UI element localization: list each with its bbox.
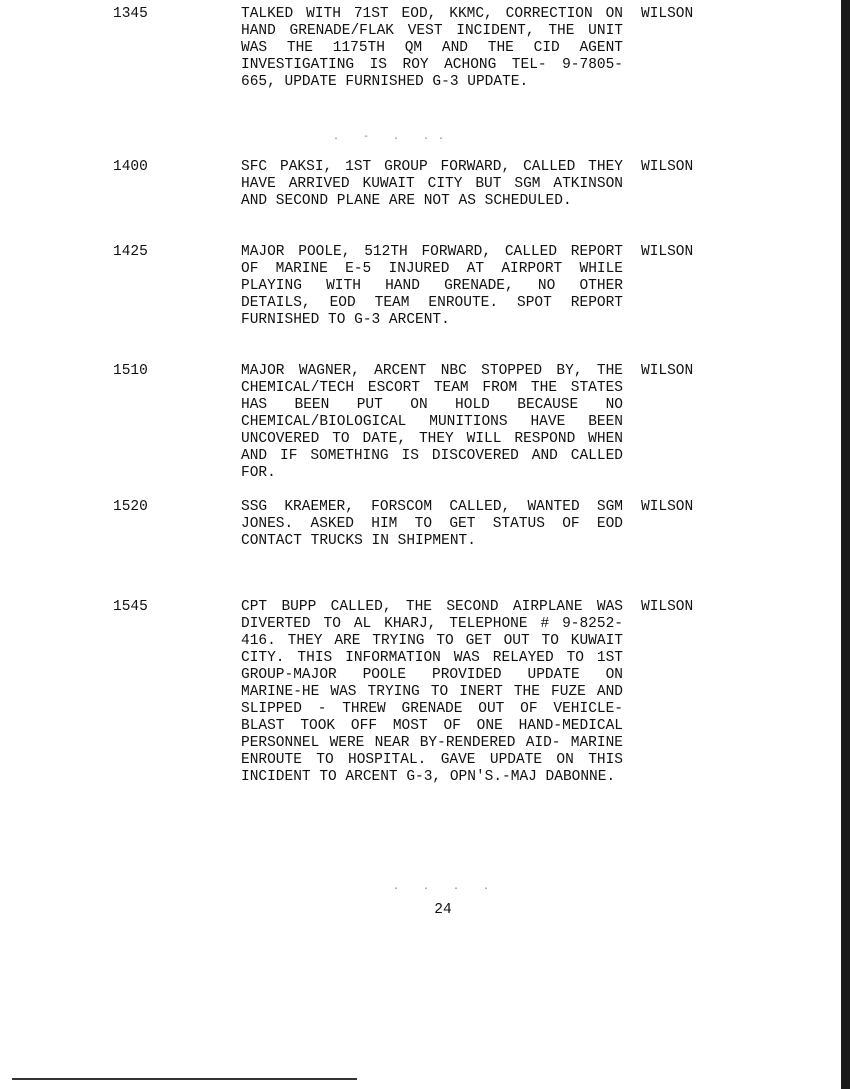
scan-specks: . . . . (393, 882, 499, 893)
footnote-rule (12, 1078, 357, 1080)
entry-time: 1400 (113, 159, 148, 175)
scan-specks: . - . .. (333, 132, 454, 143)
entry-text: MAJOR WAGNER, ARCENT NBC STOPPED BY, THE CHEMICAL/TECH ESCORT TEAM FROM THE STATES HAS BEEN PUT ON HOLD BECAUSE NO CHEMICAL/BIOLOGICAL MUNITIONS HAVE BEEN UNCOVERED TO DATE, THEY WILL RESPOND WHEN AND IF SOMETHING IS DISCOVERED AND CALLED FOR. (241, 363, 623, 481)
entry-time: 1520 (113, 499, 148, 515)
entry-officer: WILSON (641, 363, 694, 379)
entry-officer: WILSON (641, 244, 694, 260)
entry-officer: WILSON (641, 499, 694, 515)
entry-time: 1510 (113, 363, 148, 379)
page-number: 24 (434, 902, 452, 918)
entry-officer: WILSON (641, 6, 694, 22)
entry-time: 1545 (113, 599, 148, 615)
entry-text: MAJOR POOLE, 512TH FORWARD, CALLED REPORT OF MARINE E-5 INJURED AT AIRPORT WHILE PLAYING WITH HAND GRENADE, NO OTHER DETAILS, EOD TEAM ENROUTE. SPOT REPORT FURNISHED TO G-3 ARCENT. (241, 244, 623, 328)
entry-officer: WILSON (641, 159, 694, 175)
entry-text: SFC PAKSI, 1ST GROUP FORWARD, CALLED THEY HAVE ARRIVED KUWAIT CITY BUT SGM ATKINSON AND SECOND PLANE ARE NOT AS SCHEDULED. (241, 159, 623, 209)
scan-edge-border (841, 0, 850, 1089)
entry-officer: WILSON (641, 599, 694, 615)
entry-time: 1345 (113, 6, 148, 22)
entry-text: CPT BUPP CALLED, THE SECOND AIRPLANE WAS DIVERTED TO AL KHARJ, TELEPHONE # 9-8252-416. THEY ARE TRYING TO GET OUT TO KUWAIT CITY. THIS INFORMATION WAS RELAYED TO 1ST GROUP-MAJOR POOLE PROVIDED UPDATE ON MARINE-HE WAS TRYING TO INERT THE FUZE AND SLIPPED - THREW GRENADE OUT OF VEHICLE-BLAST TOOK OFF MOST OF ONE HAND-MEDICAL PERSONNEL WERE NEAR BY-RENDERED AID- MARINE ENROUTE TO HOSPITAL. GAVE UPDATE ON THIS INCIDENT TO ARCENT G-3, OPN'S.-MAJ DABONNE. (241, 599, 623, 785)
entry-text: TALKED WITH 71ST EOD, KKMC, CORRECTION ON HAND GRENADE/FLAK VEST INCIDENT, THE UNIT WAS THE 1175TH QM AND THE CID AGENT INVESTIGATING IS ROY ACHONG TEL- 9-7805-665, UPDATE FURNISHED G-3 UPDATE. (241, 6, 623, 90)
entry-time: 1425 (113, 244, 148, 260)
entry-text: SSG KRAEMER, FORSCOM CALLED, WANTED SGM JONES. ASKED HIM TO GET STATUS OF EOD CONTACT TRUCKS IN SHIPMENT. (241, 499, 623, 549)
